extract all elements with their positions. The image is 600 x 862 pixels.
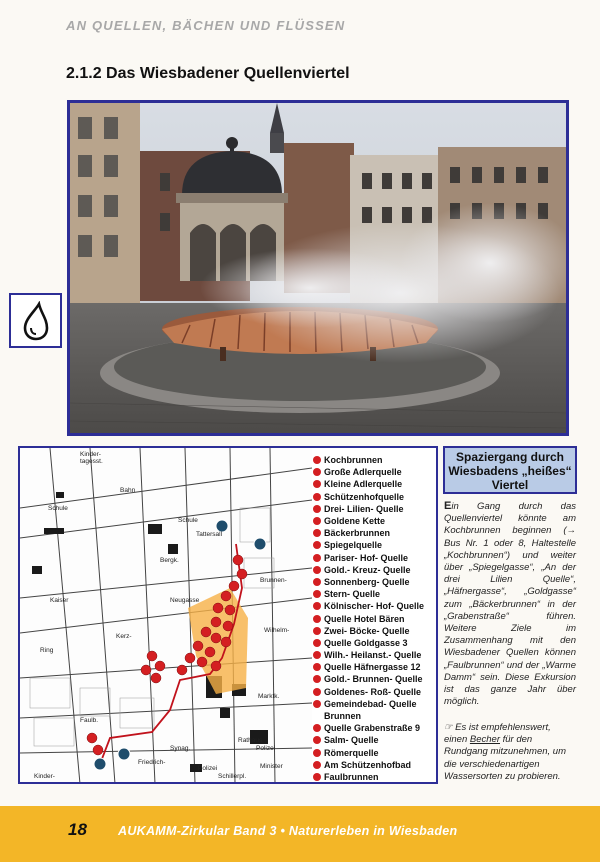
spring-marker-icon <box>313 590 321 598</box>
legend-label: Kleine Adlerquelle <box>324 479 403 490</box>
spring-marker-icon <box>313 615 321 623</box>
spring-marker-icon <box>313 773 321 781</box>
margin-icon-box <box>9 293 62 348</box>
legend-item <box>313 515 438 527</box>
walking-map-panel <box>18 446 438 784</box>
legend-item <box>313 588 438 600</box>
legend-label: Stern- Quelle <box>324 589 381 600</box>
legend-item <box>313 503 438 515</box>
legend-item <box>313 722 438 734</box>
map-label: Marktk. <box>258 693 280 700</box>
legend-item <box>313 686 438 698</box>
legend-item <box>313 539 438 551</box>
legend-item <box>313 552 438 564</box>
legend-label: Gold.- Brunnen- Quelle <box>324 674 423 685</box>
legend-item <box>313 454 438 466</box>
spring-marker-icon <box>313 480 321 488</box>
sidebar-title: Spaziergang durch Wiesbadens „heißes“ Viertel <box>443 446 577 494</box>
legend-item <box>313 600 438 612</box>
map-label: Friedrich- <box>138 759 166 766</box>
page-footer <box>0 806 600 862</box>
legend-label: Bäckerbrunnen <box>324 528 391 539</box>
legend-item <box>313 612 438 624</box>
map-label: Tattersall <box>196 531 223 538</box>
legend-label: Quelle Hotel Bären <box>324 613 405 624</box>
spring-marker-icon <box>313 761 321 769</box>
legend-label: Brunnen <box>324 711 361 722</box>
map-label: Faulb. <box>80 717 99 724</box>
spring-marker-icon <box>313 627 321 635</box>
tip-highlight: Becher <box>469 734 500 746</box>
map-label: Synag. <box>170 745 191 752</box>
spring-marker-icon <box>313 724 321 732</box>
spring-marker-icon <box>313 517 321 525</box>
legend-label: Zwei- Böcke- Quelle <box>324 625 410 636</box>
map-label: Kinder- <box>80 451 101 458</box>
legend-item <box>313 771 438 783</box>
map-label: Minister <box>260 763 283 770</box>
legend-item <box>313 564 438 576</box>
legend-label: Gold.- Kreuz- Quelle <box>324 564 411 575</box>
legend-item <box>313 527 438 539</box>
spring-marker-icon <box>313 554 321 562</box>
map-label: Kerz- <box>116 633 132 640</box>
map-label: Bergk. <box>160 557 179 564</box>
spring-marker-icon <box>313 493 321 501</box>
spring-marker-icon <box>313 639 321 647</box>
map-label: Bahn <box>120 487 136 494</box>
legend-label: Große Adlerquelle <box>324 467 402 478</box>
legend-item <box>313 698 438 710</box>
legend-item <box>313 649 438 661</box>
legend-label: Goldene Kette <box>324 516 386 527</box>
spring-marker-icon <box>313 566 321 574</box>
legend-label: Wilh.- Heilanst.- Quelle <box>324 650 422 661</box>
legend-label: Salm- Quelle <box>324 735 379 746</box>
legend-label: Quelle Goldgasse 3 <box>324 637 408 648</box>
legend-label: Pariser- Hof- Quelle <box>324 552 409 563</box>
page-number: 18 <box>68 820 87 839</box>
legend-item <box>313 576 438 588</box>
map-label: Kinder- <box>34 773 55 780</box>
legend-item <box>313 466 438 478</box>
city-map <box>20 448 312 784</box>
spring-marker-icon <box>313 651 321 659</box>
springs-legend <box>313 454 438 783</box>
spring-marker-icon <box>313 578 321 586</box>
legend-item <box>313 661 438 673</box>
spring-marker-icon <box>313 700 321 708</box>
map-label: Schillerpl. <box>218 773 247 780</box>
legend-item <box>313 710 438 722</box>
pointing-hand-icon: ☞ <box>444 722 453 733</box>
legend-label: Drei- Lilien- Quelle <box>324 503 404 514</box>
kochbrunnen-photo <box>67 100 569 436</box>
legend-label: Quelle Häfnergasse 12 <box>324 662 421 673</box>
chapter-title: AN QUELLEN, BÄCHEN UND FLÜSSEN <box>66 18 346 33</box>
drop-cap: E <box>444 500 452 512</box>
footer-title: AUKAMM-Zirkular Band 3 • Naturerleben in Wiesbaden <box>118 824 458 838</box>
legend-item <box>313 491 438 503</box>
map-label: Rathaus <box>238 737 263 744</box>
legend-item <box>313 478 438 490</box>
map-label: tagesst. <box>80 458 103 465</box>
map-label: Wilhelm- <box>264 627 290 634</box>
legend-label: Schützenhofquelle <box>324 491 405 502</box>
spring-marker-icon <box>313 505 321 513</box>
map-label: Polizei <box>256 745 276 752</box>
legend-item <box>313 759 438 771</box>
spring-marker-icon <box>313 663 321 671</box>
spring-marker-icon <box>313 541 321 549</box>
legend-label: Sonnenberg- Quelle <box>324 576 410 587</box>
tip-note <box>444 722 574 783</box>
map-label: Polizei <box>198 765 218 772</box>
legend-item <box>313 734 438 746</box>
tip-text-start: Es ist empfehlenswert, einen <box>444 722 551 746</box>
map-label: Kaiser <box>50 597 69 604</box>
spring-marker-icon <box>313 688 321 696</box>
map-label: Neugasse <box>170 597 200 604</box>
sidebar-paragraph: in Gang durch das Quellenviertel könnte am Kochbrunnen beginnen (→ Bus Nr. 1 oder 8, Haltestelle „Kochbrunnen“) und weiter über „Spiegelgasse“, „An der drei Lilien Quelle“, „Häfnergasse“, „Goldgasse“ zum „Bäckerbrunnen“ in der „Grabenstraße“ führen. Weitere Ziele im Zusammenhang mit den Wiesbadener Quellen können „Faulbrunnen“ und der „Warme Damm“ sein. Diese Exkursion ist das ganze Jahr über möglich. <box>444 501 576 708</box>
map-label: Brunnen- <box>260 577 287 584</box>
legend-label: Kölnischer- Hof- Quelle <box>324 601 425 612</box>
legend-item <box>313 673 438 685</box>
map-label: Schule <box>178 517 198 524</box>
legend-label: Goldenes- Roß- Quelle <box>324 686 422 697</box>
section-title: 2.1.2 Das Wiesbadener Quellenviertel <box>66 65 350 82</box>
legend-label: Gemeindebad- Quelle <box>324 698 417 709</box>
legend-label: Faulbrunnen <box>324 771 379 782</box>
spring-marker-icon <box>313 529 321 537</box>
legend-label: Römerquelle <box>324 747 379 758</box>
legend-label: Quelle Grabenstraße 9 <box>324 723 421 734</box>
water-drop-icon <box>17 301 55 341</box>
legend-item <box>313 625 438 637</box>
legend-label: Kochbrunnen <box>324 455 383 466</box>
legend-item <box>313 637 438 649</box>
map-label: Ring <box>40 647 54 654</box>
tip-text-end: für den Rundgang mitzunehmen, um die verschiedenartigen Wassersorten zu probieren. <box>444 734 566 782</box>
map-label: Schule <box>48 505 68 512</box>
spring-marker-icon <box>313 675 321 683</box>
spring-marker-icon <box>313 749 321 757</box>
legend-item <box>313 747 438 759</box>
legend-label: Am Schützenhofbad <box>324 759 411 770</box>
spring-marker-icon <box>313 456 321 464</box>
page-header <box>0 0 600 50</box>
spring-marker-icon <box>313 468 321 476</box>
sidebar-text <box>444 500 576 708</box>
legend-label: Spiegelquelle <box>324 540 383 551</box>
spring-marker-icon <box>313 736 321 744</box>
spring-marker-icon <box>313 602 321 610</box>
